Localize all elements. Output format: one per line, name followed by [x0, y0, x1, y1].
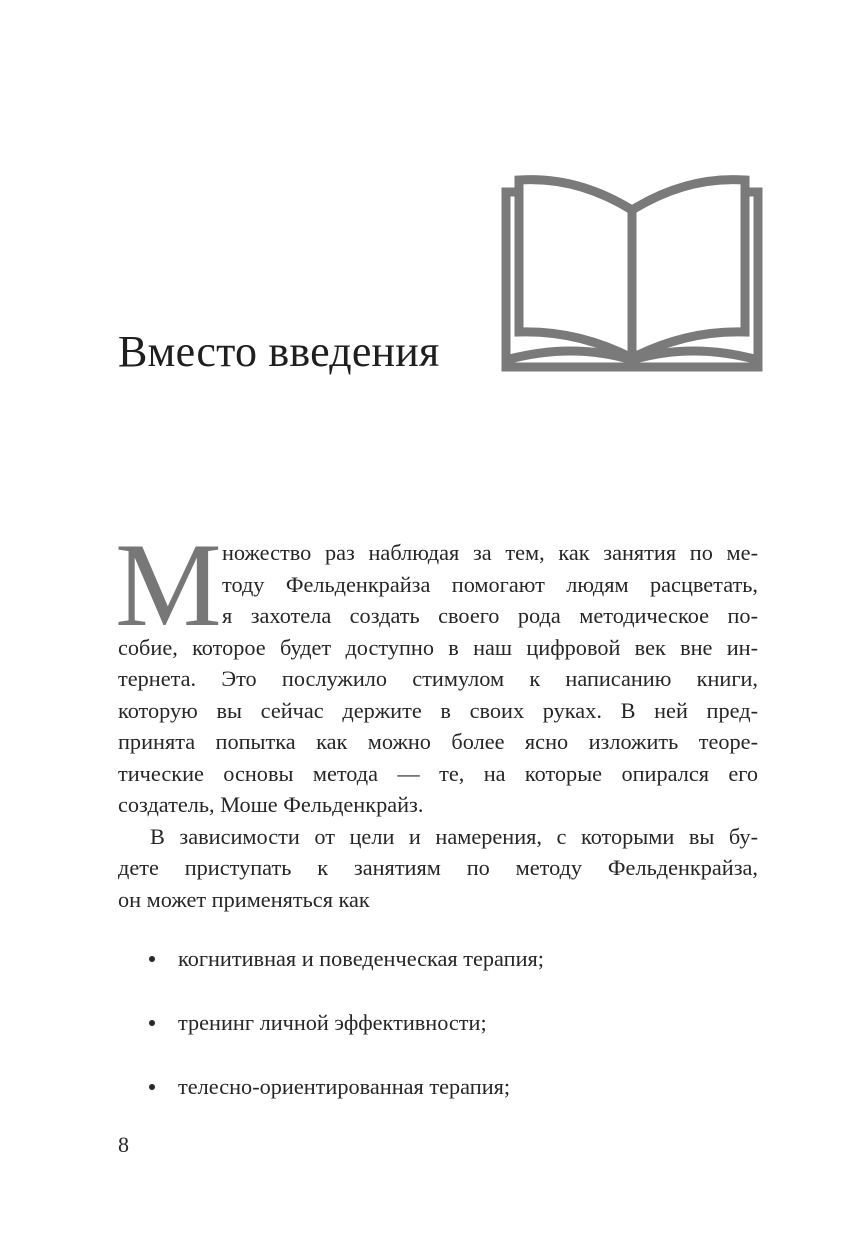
list-item — [118, 1006, 758, 1039]
text-line: он может применяться как — [118, 886, 370, 912]
text-line: создатель, Моше Фельденкрайз. — [118, 792, 424, 817]
list-item-text: телесно-ориентированная терапия; — [178, 1074, 511, 1099]
text-line: принята попытка как можно более ясно изложить теоре- — [118, 729, 758, 754]
text-line: тические основы метода — те, на которые опирался его — [118, 760, 758, 786]
text-line: собие, которое будет доступно в наш цифровой век вне ин- — [118, 634, 758, 660]
list-item-text: тренинг личной эффективности; — [178, 1010, 487, 1035]
text-line: дете приступать к занятиям по методу Фельденкрайза, — [118, 855, 758, 880]
paragraph-2 — [118, 821, 758, 916]
text-line: тернета. Это послужило стимулом к написанию книги, — [118, 666, 758, 691]
chapter-title: Вместо введения — [118, 327, 440, 376]
body-text — [115, 518, 758, 915]
text-line: которую вы сейчас держите в своих руках. В ней пред- — [118, 697, 758, 723]
text-line: ножество раз наблюдая за тем, как занятия по ме- — [222, 540, 758, 565]
bullet-icon — [149, 1084, 155, 1090]
drop-cap: М — [115, 518, 222, 651]
bullet-icon — [149, 956, 155, 962]
text-line: В зависимости от цели и намерения, с которыми вы бу- — [150, 823, 758, 849]
list-item — [118, 942, 758, 975]
page-number: 8 — [118, 1132, 129, 1157]
bullet-list — [118, 942, 758, 1134]
text-line: тоду Фельденкрайза помогают людям расцветать, — [222, 571, 758, 597]
list-item-text: когнитивная и поведенческая терапия; — [178, 946, 544, 971]
text-line: я захотела создать своего рода методическое по- — [222, 603, 758, 628]
bullet-icon — [149, 1020, 155, 1026]
open-book-icon — [497, 170, 767, 375]
list-item — [118, 1070, 758, 1103]
